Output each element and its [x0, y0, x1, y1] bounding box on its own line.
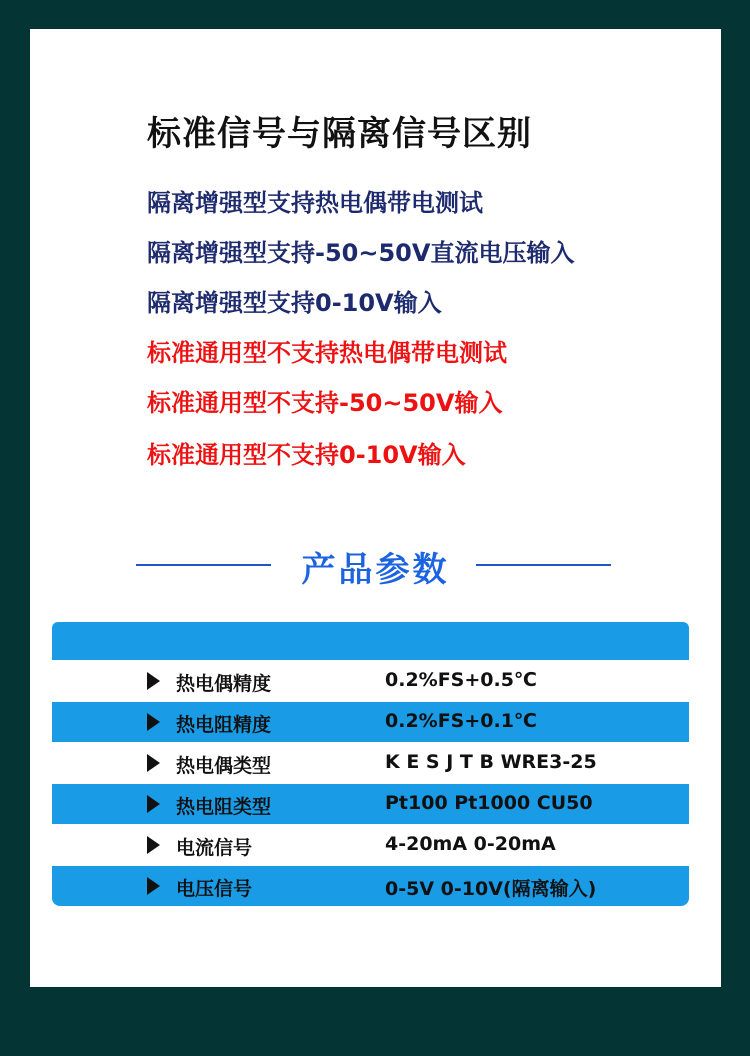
triangle-right-icon — [147, 836, 160, 854]
params-table — [52, 622, 689, 906]
param-label: 热电阻类型 — [176, 796, 272, 818]
param-label: 热电阻精度 — [176, 714, 272, 736]
feature-line: 隔离增强型支持-50~50V直流电压输入 — [147, 239, 575, 267]
triangle-right-icon — [147, 795, 160, 813]
section-title: 产品参数 — [301, 550, 450, 590]
table-header-bar — [52, 622, 689, 660]
triangle-right-icon — [147, 713, 160, 731]
feature-line: 标准通用型不支持0-10V输入 — [147, 441, 466, 469]
content-card — [30, 29, 721, 987]
table-row — [52, 825, 689, 865]
table-row — [52, 866, 689, 906]
param-value: K E S J T B WRE3-25 — [385, 751, 597, 773]
page-title: 标准信号与隔离信号区别 — [147, 114, 532, 154]
param-value: 4-20mA 0-20mA — [385, 833, 556, 855]
triangle-right-icon — [147, 672, 160, 690]
table-row — [52, 743, 689, 783]
param-label: 电流信号 — [176, 837, 253, 859]
triangle-right-icon — [147, 754, 160, 772]
triangle-right-icon — [147, 877, 160, 895]
table-row — [52, 661, 689, 701]
param-label: 热电偶类型 — [176, 755, 272, 777]
param-label: 热电偶精度 — [176, 673, 272, 695]
feature-line: 标准通用型不支持-50~50V输入 — [147, 389, 503, 417]
feature-line: 隔离增强型支持热电偶带电测试 — [147, 189, 483, 217]
feature-line: 标准通用型不支持热电偶带电测试 — [147, 339, 507, 367]
param-value: 0-5V 0-10V(隔离输入) — [385, 878, 597, 900]
section-divider-right — [476, 564, 611, 566]
param-value: 0.2%FS+0.5℃ — [385, 669, 537, 691]
table-row — [52, 784, 689, 824]
feature-line: 隔离增强型支持0-10V输入 — [147, 289, 442, 317]
table-row — [52, 702, 689, 742]
param-value: 0.2%FS+0.1℃ — [385, 710, 537, 732]
param-value: Pt100 Pt1000 CU50 — [385, 792, 593, 814]
param-label: 电压信号 — [176, 878, 253, 900]
